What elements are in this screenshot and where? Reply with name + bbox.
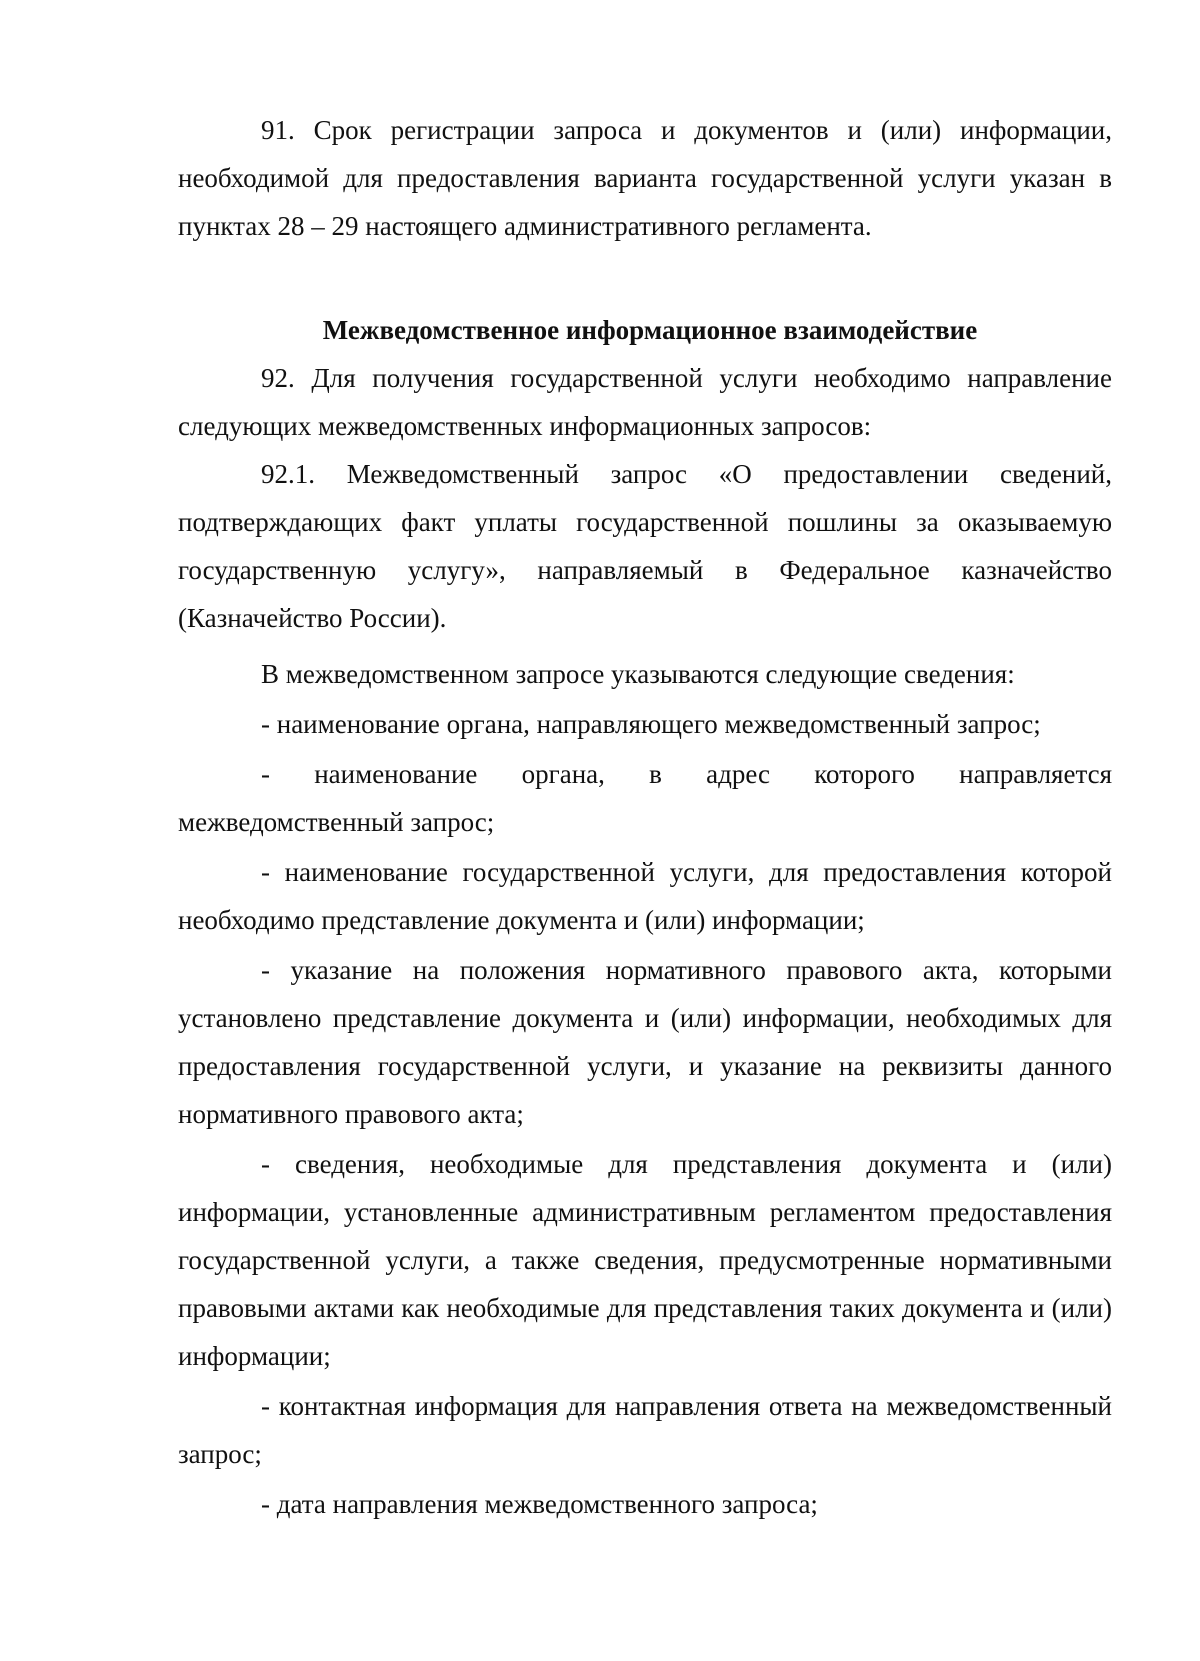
list-item-3: - наименование государственной услуги, для предоставления которой необходимо представление документа и (или) информации; [178, 857, 1112, 935]
list-item-4: - указание на положения нормативного правового акта, которыми установлено представление документа и (или) информации, необходимых для предоставления государственной услуги, и указание на реквизиты данного нормативного правового акта; [178, 955, 1112, 1129]
spacer [178, 642, 1112, 650]
paragraph-92-1: 92.1. Межведомственный запрос «О предоставлении сведений, подтверждающих факт уплаты государственной пошлины за оказываемую государственную услугу», направляемый в Федеральное казначейство (Казначейство России). [178, 459, 1112, 633]
paragraph-92: 92. Для получения государственной услуги необходимо направление следующих межведомственных информационных запросов: [178, 363, 1112, 441]
list-item-1: - наименование органа, направляющего межведомственный запрос; [261, 709, 1041, 739]
list-item-7: - дата направления межведомственного запроса; [261, 1489, 818, 1519]
paragraph-91: 91. Срок регистрации запроса и документов и (или) информации, необходимой для предоставления варианта государственной услуги указан в пунктах 28 – 29 настоящего административного регламента. [178, 115, 1112, 241]
list-item-5: - сведения, необходимые для представления документа и (или) информации, установленные административным регламентом предоставления государственной услуги, а также сведения, предусмотренные нормативными правовыми актами как необходимые для представления таких документа и (или) информации; [178, 1149, 1112, 1371]
document-page [178, 106, 1112, 1528]
list-item-6: - контактная информация для направления ответа на межведомственный запрос; [178, 1391, 1112, 1469]
section-heading: Межведомственное информационное взаимодействие [322, 315, 978, 345]
spacer [178, 250, 1112, 306]
paragraph-intro: В межведомственном запросе указываются следующие сведения: [261, 659, 1015, 689]
list-item-2: - наименование органа, в адрес которого направляется межведомственный запрос; [178, 759, 1112, 837]
